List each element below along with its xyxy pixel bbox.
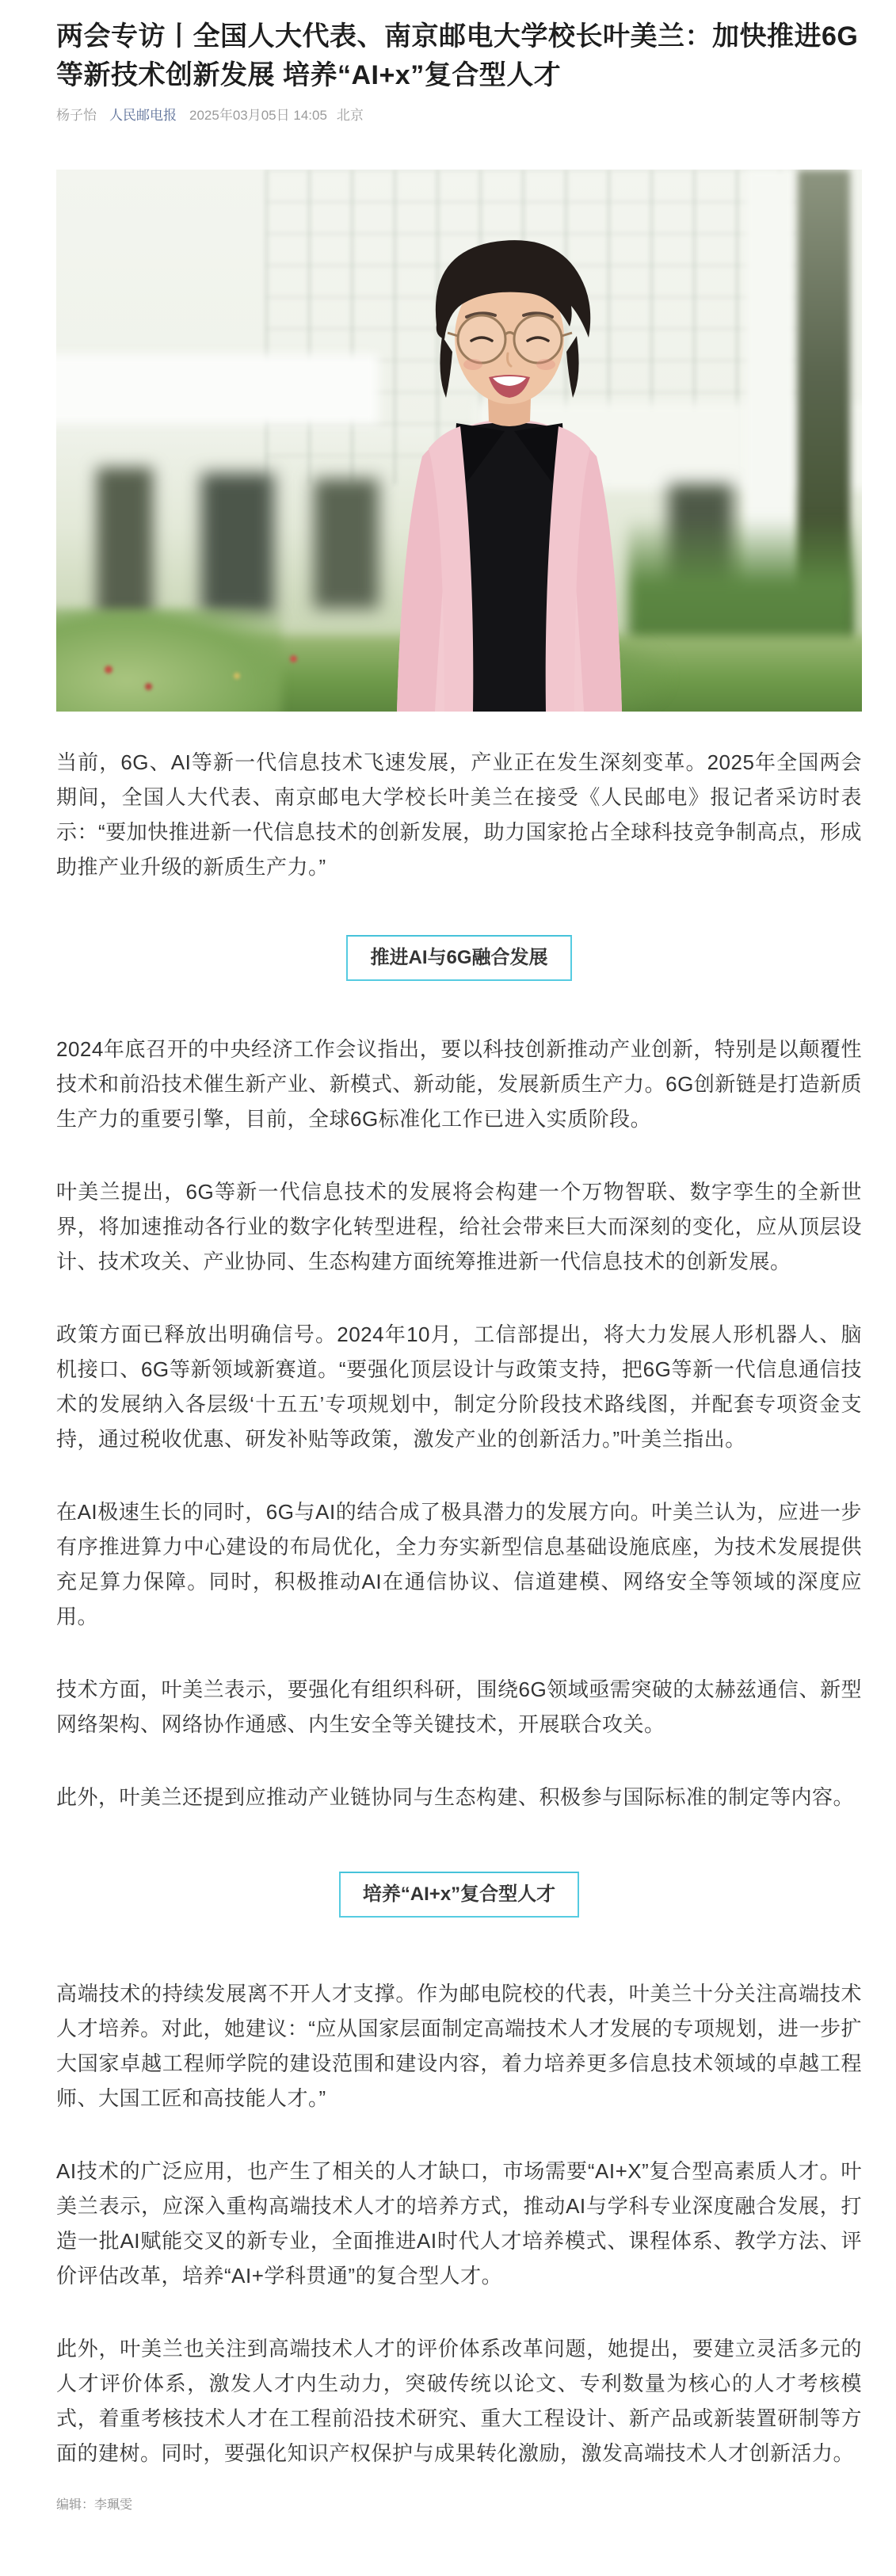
person-portrait-illustration xyxy=(56,170,862,712)
section-heading-wrap-2 xyxy=(56,1872,862,1918)
paragraph: 高端技术的持续发展离不开人才支撑。作为邮电院校的代表，叶美兰十分关注高端技术人才培养。对此，她建议：“应从国家层面制定高端技术人才发展的专项规划，进一步扩大国家卓越工程师学院的建设范围和建设内容，着力培养更多信息技术领域的卓越工程师、大国工匠和高技能人才。” xyxy=(56,1982,862,2110)
paragraph: 此外，叶美兰还提到应推动产业链协同与生态构建、积极参与国际标准的制定等内容。 xyxy=(56,1785,855,1809)
article-title: 两会专访丨全国人大代表、南京邮电大学校长叶美兰：加快推进6G等新技术创新发展 培养“AI+x”复合型人才 xyxy=(56,21,859,90)
section-heading-wrap-1 xyxy=(56,935,862,981)
byline-location: 北京 xyxy=(336,108,364,123)
section-heading-2: 培养“AI+x”复合型人才 xyxy=(339,1872,579,1918)
paragraph: AI技术的广泛应用，也产生了相关的人才缺口，市场需要“AI+X”复合型高素质人才。叶美兰表示，应深入重构高端技术人才的培养方式，推动AI与学科专业深度融合发展，打造一批AI赋能交叉的新专业，全面推进AI时代人才培养模式、课程体系、教学方法、评价评估改革，培养“AI+学科贯通”的复合型人才。 xyxy=(56,2159,862,2288)
paragraph: 此外，叶美兰也关注到高端技术人才的评价体系改革问题，她提出，要建立灵活多元的人才评价体系，激发人才内生动力，突破传统以论文、专利数量为核心的人才考核模式，着重考核技术人才在工程前沿技术研究、重大工程设计、新产品或新装置研制等方面的建树。同时，要强化知识产权保护与成果转化激励，激发高端技术人才创新活力。 xyxy=(56,2337,862,2465)
byline-author: 杨子怡 xyxy=(56,108,97,123)
byline-source-link[interactable]: 人民邮电报 xyxy=(109,108,177,123)
byline-datetime: 2025年03月05日 14:05 xyxy=(189,108,327,123)
paragraph: 2024年底召开的中央经济工作会议指出，要以科技创新推动产业创新，特别是以颠覆性技术和前沿技术催生新产业、新模式、新动能，发展新质生产力。6G创新链是打造新质生产力的重要引擎，目前，全球6G标准化工作已进入实质阶段。 xyxy=(56,1037,862,1131)
article-photo xyxy=(56,170,862,712)
paragraph: 政策方面已释放出明确信号。2024年10月，工信部提出，将大力发展人形机器人、脑机接口、6G等新领域新赛道。“要强化顶层设计与政策支持，把6G等新一代信息通信技术的发展纳入各层级‘十五五’专项规划中，制定分阶段技术路线图，并配套专项资金支持，通过税收优惠、研发补贴等政策，激发产业的创新活力。”叶美兰指出。 xyxy=(56,1322,862,1451)
byline xyxy=(56,105,862,126)
paragraph: 叶美兰提出，6G等新一代信息技术的发展将会构建一个万物智联、数字孪生的全新世界，将加速推动各行业的数字化转型进程，给社会带来巨大而深刻的变化，应从顶层设计、技术攻关、产业协同、生态构建方面统筹推进新一代信息技术的创新发展。 xyxy=(56,1180,862,1273)
paragraph: 技术方面，叶美兰表示，要强化有组织科研，围绕6G领域亟需突破的太赫兹通信、新型网络架构、网络协作通感、内生安全等关键技术，开展联合攻关。 xyxy=(56,1677,862,1736)
editor-credit: 编辑：李珮雯 xyxy=(56,2498,133,2512)
paragraph-lead: 当前，6G、AI等新一代信息技术飞速发展，产业正在发生深刻变革。2025年全国两会期间，全国人大代表、南京邮电大学校长叶美兰在接受《人民邮电》报记者采访时表示：“要加快推进新一代信息技术的创新发展，助力国家抢占全球科技竞争制高点，形成助推产业升级的新质生产力。” xyxy=(56,750,862,879)
section-heading-1: 推进AI与6G融合发展 xyxy=(346,935,571,981)
paragraph: 在AI极速生长的同时，6G与AI的结合成了极具潜力的发展方向。叶美兰认为，应进一步有序推进算力中心建设的布局优化，全力夯实新型信息基础设施底座，为技术发展提供充足算力保障。同时，积极推动AI在通信协议、信道建模、网络安全等领域的深度应用。 xyxy=(56,1500,862,1628)
